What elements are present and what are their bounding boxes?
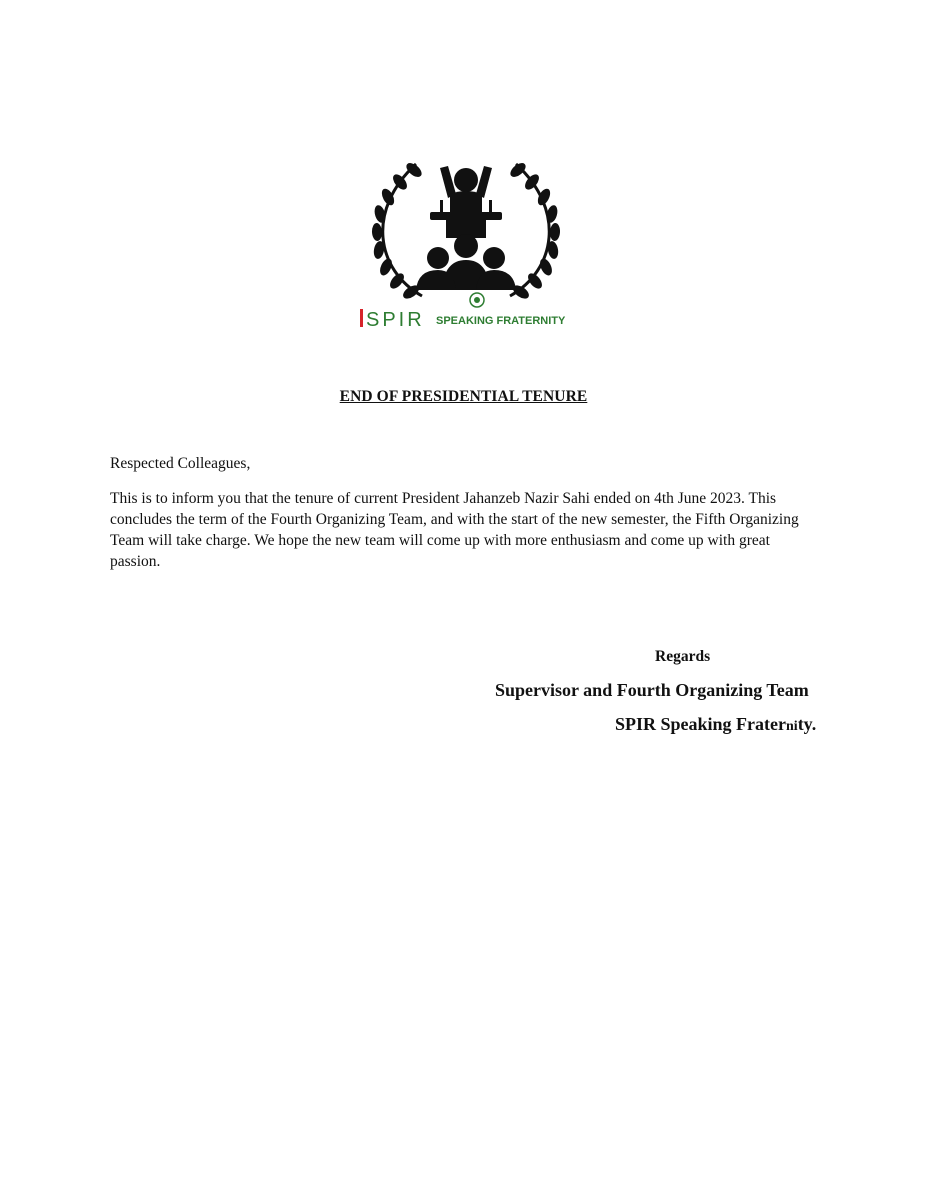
letter-title: END OF PRESIDENTIAL TENURE — [339, 388, 588, 405]
signatory-organization — [615, 714, 816, 735]
letter-body: This is to inform you that the tenure of current President Jahanzeb Nazir Sahi ended on 4th June 2023. This concludes the term of the Fourth Organizing Team, and with the start of the new semester, the Fifth Organizing Team will take charge. We hope the new team will come up with more enthusiasm and come up with great passion. — [110, 490, 799, 570]
speaker-podium-icon — [430, 166, 502, 238]
closing-regards: Regards — [655, 648, 711, 665]
org-name-part2: ni — [786, 719, 798, 734]
brand-text: SPIR — [366, 309, 425, 331]
brand-accent-bar — [360, 309, 363, 327]
salutation: Respected Colleagues, — [110, 455, 251, 472]
signatory-team: Supervisor and Fourth Organizing Team — [495, 680, 809, 700]
org-name-part3: ty. — [797, 714, 817, 734]
emblem-icon — [470, 293, 484, 307]
brand-subtext: SPEAKING FRATERNITY — [436, 315, 566, 327]
audience-icon — [416, 234, 516, 290]
spir-speaking-fraternity-logo — [356, 150, 576, 340]
org-name-part1: SPIR Speaking Frater — [615, 714, 786, 734]
